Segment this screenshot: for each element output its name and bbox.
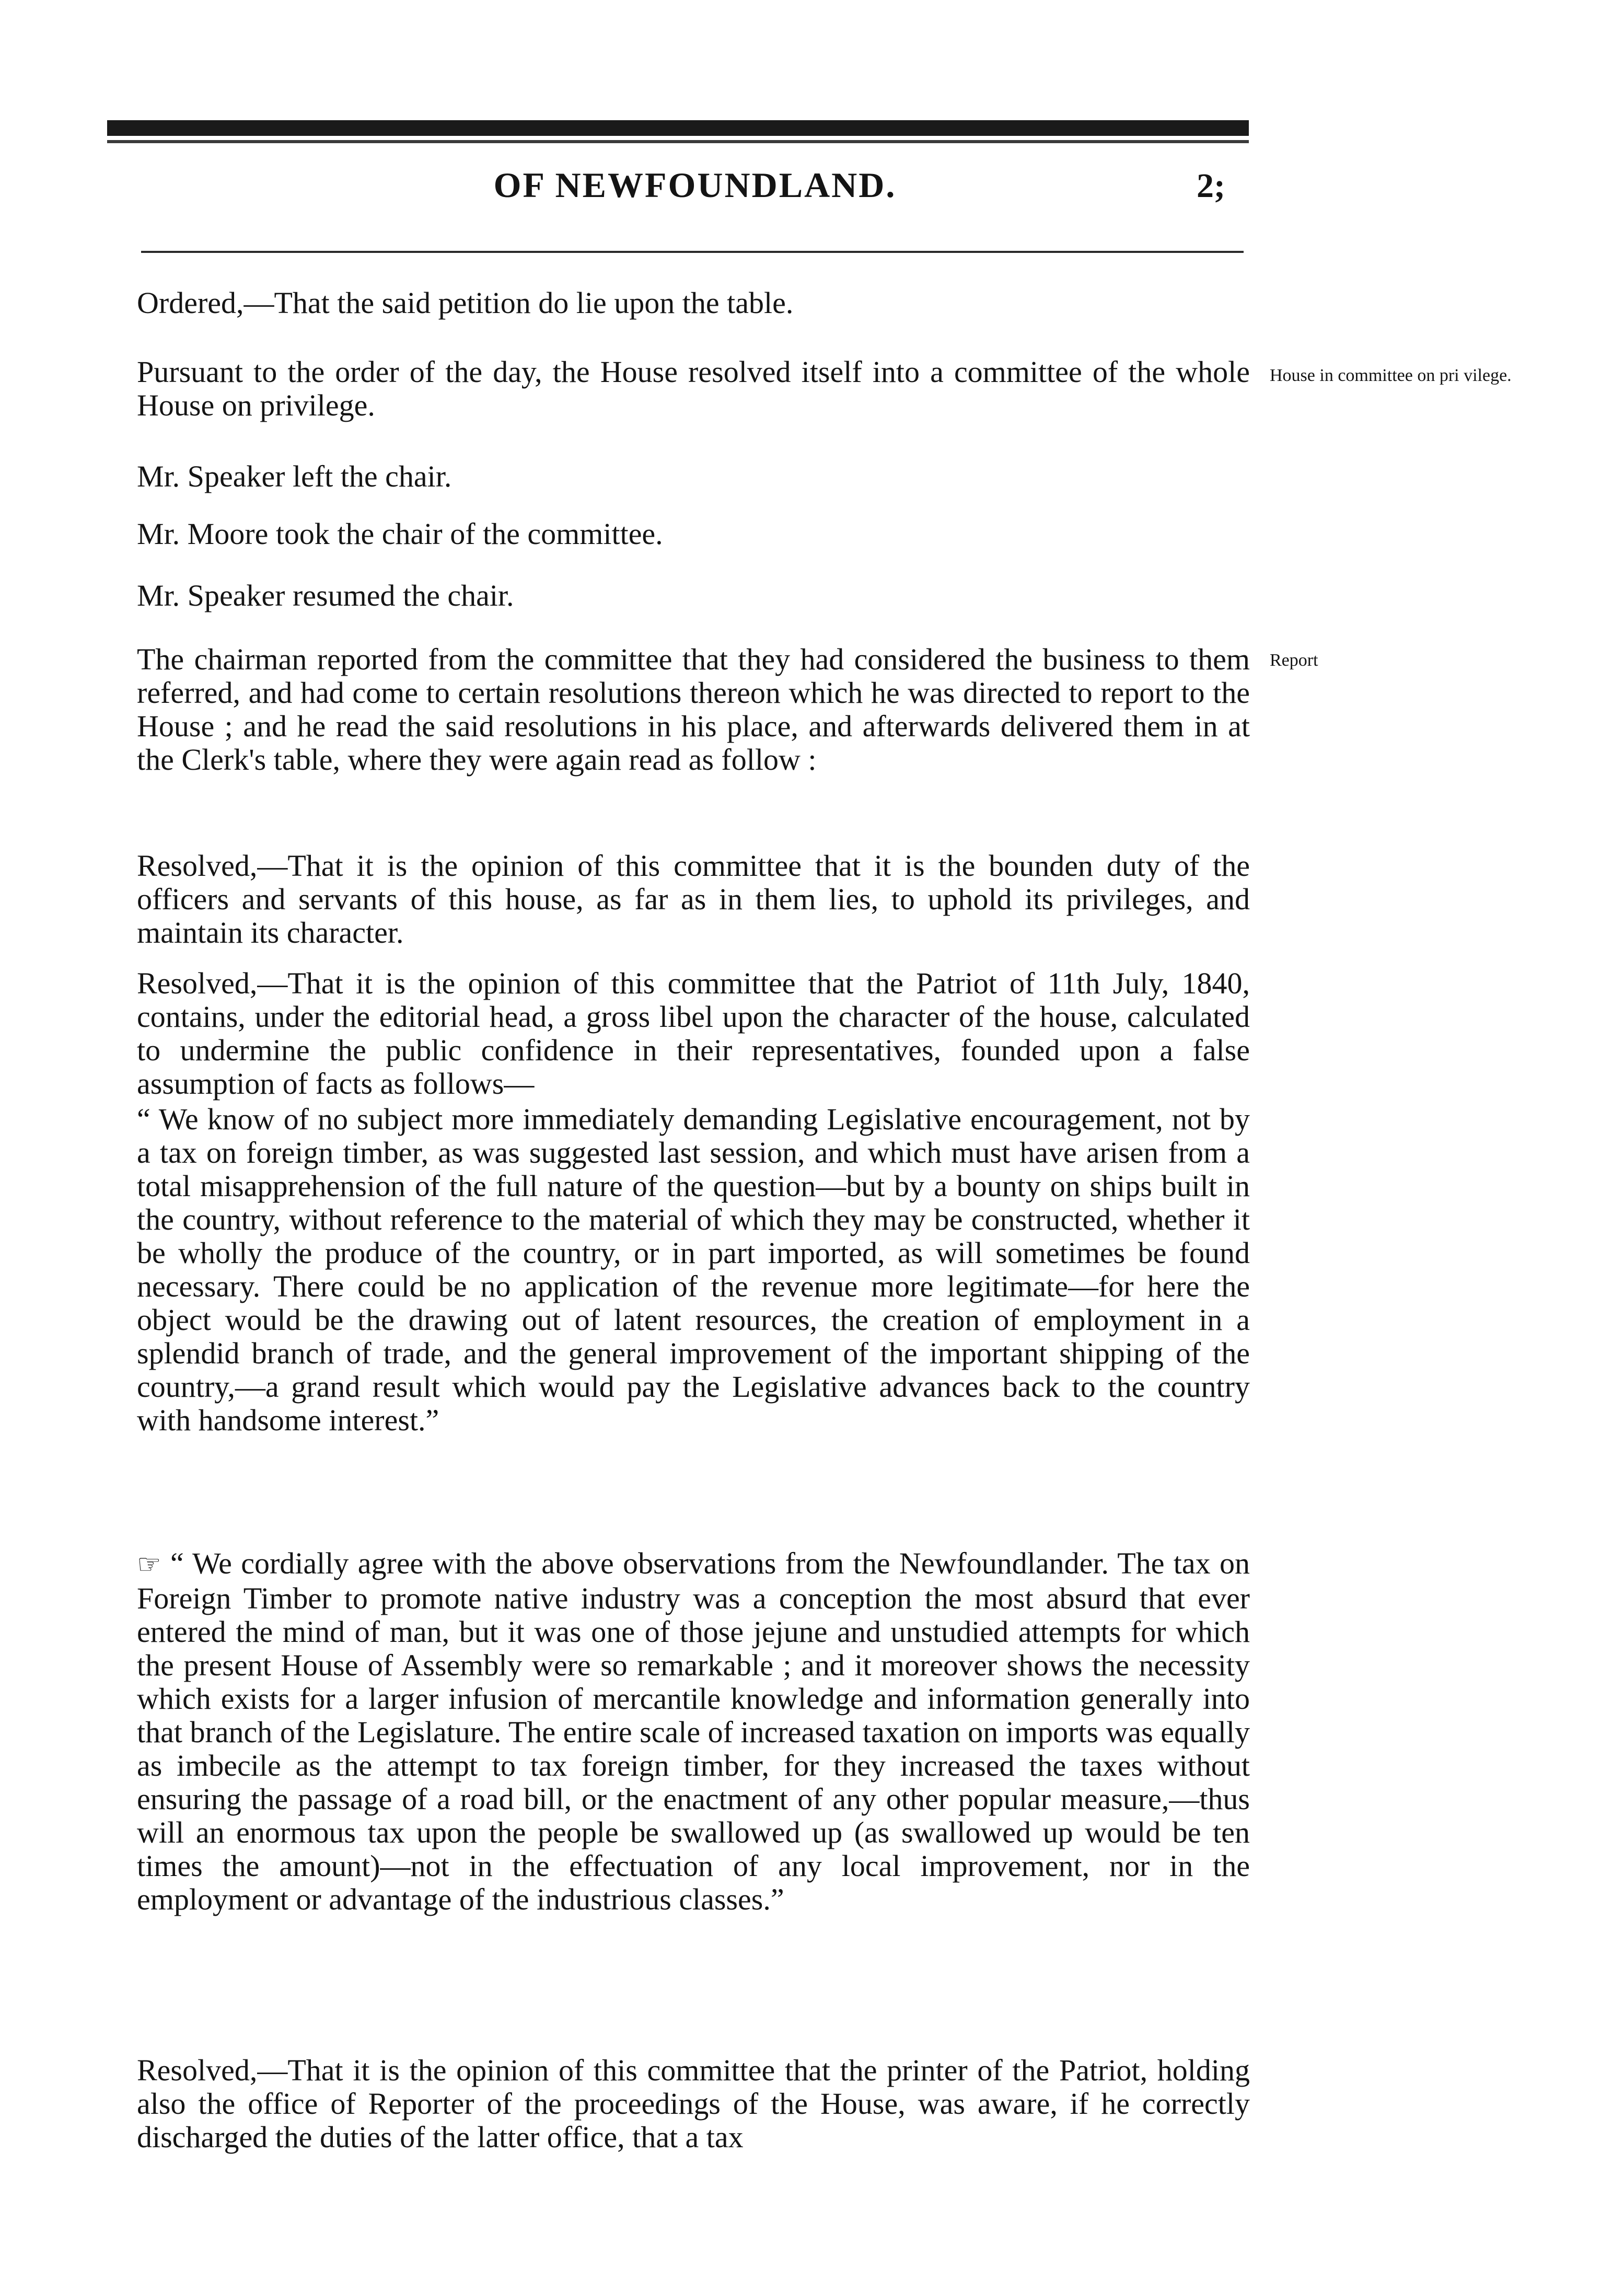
margin-note-committee: House in committee on pri vilege.: [1270, 366, 1512, 385]
paragraph-ordered: Ordered,—That the said petition do lie upon the table.: [137, 286, 794, 320]
paragraph-resolved-3: Resolved,—That it is the opinion of this committee that the printer of the Patriot, holding also the office of Reporter of the proceedings of the House, was aware, if he correctly discharged the duties of the latter office, that a tax: [137, 2053, 1250, 2154]
paragraph-resolved-1: Resolved,—That it is the opinion of this committee that it is the bounden duty of the officers and servants of this house, as far as in them lies, to uphold its privileges, and maintain its character.: [137, 849, 1250, 950]
margin-note-report: Report: [1270, 651, 1318, 670]
top-rule: [107, 120, 1249, 136]
page-number: 2;: [1197, 167, 1225, 205]
paragraph-moore-chair: Mr. Moore took the chair of the committee.: [137, 517, 663, 551]
paragraph-chairman-report: The chairman reported from the committee that they had considered the business to them referred, and had come to certain resolutions thereon which he was directed to report to the House ; and he read the said resolutions in his place, and afterwards delivered them in at the Clerk's table, where they were again read as follow :: [137, 642, 1250, 777]
patriot-quote-text: “ We cordially agree with the above observations from the Newfoundlander. The tax on Foreign Timber to promote native industry was a conception the most absurd that ever entered the mind of man, but it was one of those jejune and unstudied attempts for which the present House of Assembly were so remarkable ; and it moreover shows the necessity which exists for a larger infusion of mercantile knowledge and information generally into that branch of the Legislature. The entire scale of increased taxation on imports was equally as imbecile as the attempt to tax foreign timber, for they increased the taxes without ensuring the passage of a road bill, or the enactment of any other popular measure,—thus will an enormous tax upon the people be swallowed up (as swallowed up would be ten times the amount)—not in the effectuation of any local improvement, nor in the employment or advantage of the industrious classes.”: [137, 1546, 1250, 1916]
paragraph-speaker-left: Mr. Speaker left the chair.: [137, 459, 452, 493]
header-rule: [141, 251, 1244, 253]
top-rule-thin: [107, 140, 1249, 143]
paragraph-resolved-2: Resolved,—That it is the opinion of this committee that the Patriot of 11th July, 1840, contains, under the editorial head, a gross libel upon the character of the house, calculated to undermine the public confidence in their representatives, founded upon a false assumption of facts as follows—: [137, 966, 1250, 1101]
pointing-hand-icon: ☞: [137, 1550, 161, 1580]
running-title: OF NEWFOUNDLAND.: [493, 165, 897, 205]
paragraph-committee: Pursuant to the order of the day, the House resolved itself into a committee of the whole House on privilege.: [137, 355, 1250, 422]
quoted-newfoundlander: “ We know of no subject more immediately demanding Legislative encouragement, not by a tax on foreign timber, as was suggested last session, and which must have arisen from a total misapprehension of the full nature of the question—but by a bounty on ships built in the country, without reference to the material of which they may be constructed, whether it be wholly the produce of the country, or in part imported, as will sometimes be found necessary. There could be no application of the revenue more legitimate—for here the object would be the drawing out of latent resources, the creation of employment in a splendid branch of trade, and the general improvement of the important shipping of the country,—a grand result which would pay the Legislative advances back to the country with handsome interest.”: [137, 1102, 1250, 1437]
paragraph-patriot-quote: [137, 1547, 1250, 1916]
paragraph-speaker-resumed: Mr. Speaker resumed the chair.: [137, 578, 514, 612]
